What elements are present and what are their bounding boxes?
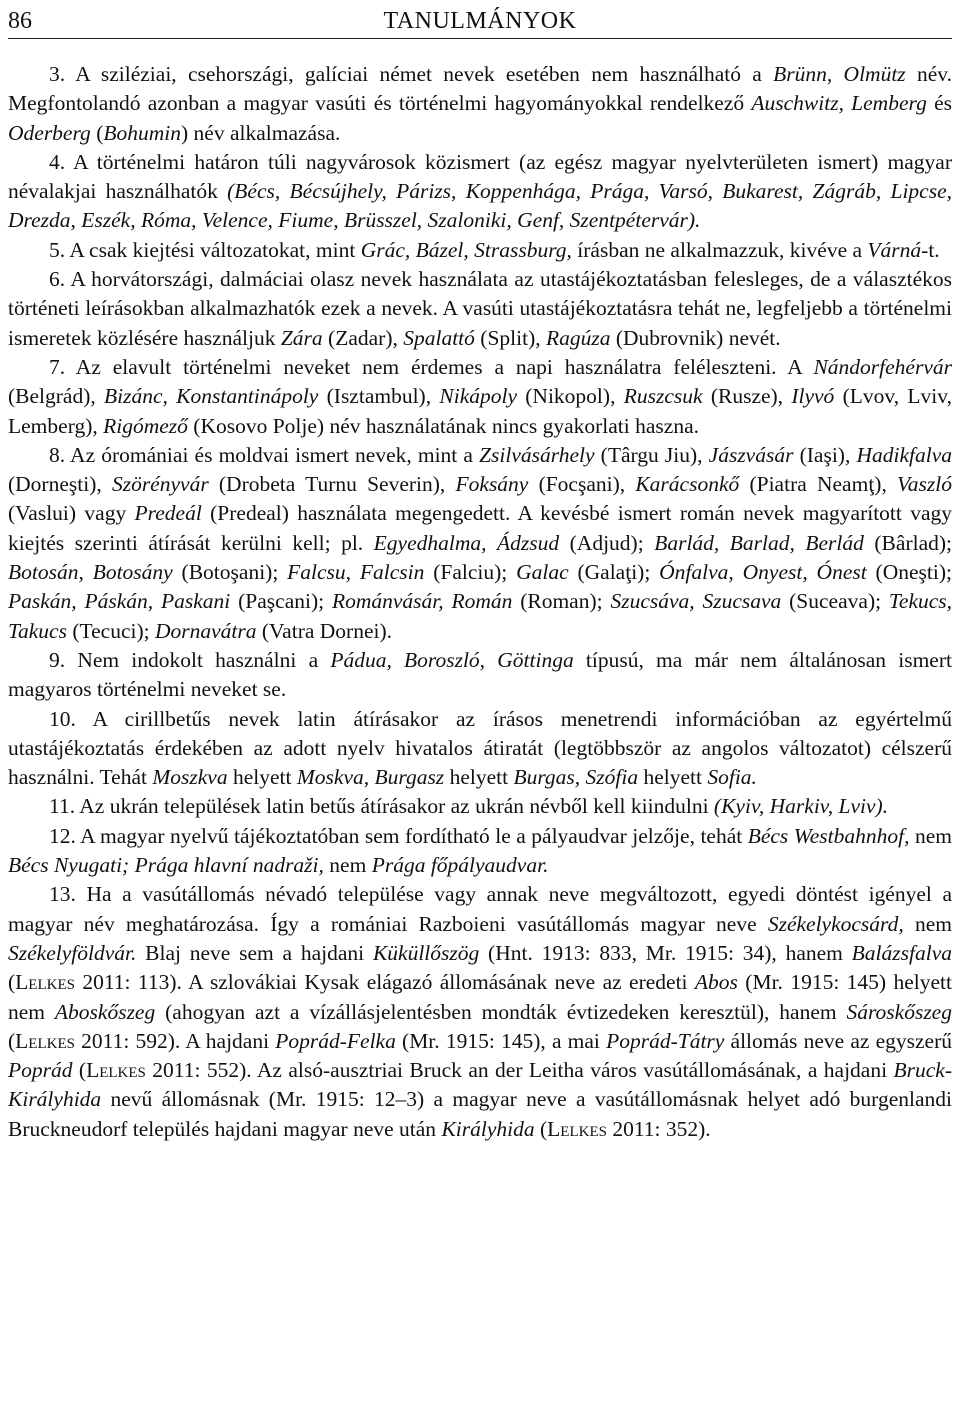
- italic-name: Poprád-Felka: [275, 1028, 396, 1053]
- text-run: -t.: [921, 237, 940, 262]
- italic-name: Székelyföldvár.: [8, 940, 137, 965]
- italic-name: Sofia.: [707, 765, 757, 790]
- text-run: típusú, ma már nem általánosan ismert magyaros történelmi neveket se.: [8, 647, 952, 702]
- italic-name: Ruszcsuk: [623, 384, 703, 409]
- italic-name: Zsilvásárhely: [479, 442, 595, 467]
- italic-name: Bohumin: [103, 120, 181, 145]
- italic-name: Abos: [694, 970, 738, 995]
- italic-name: Ónfalva, Onyest, Ónest: [659, 560, 867, 585]
- citation-author: Lelkes: [15, 1028, 75, 1053]
- italic-name: Ilyvó: [791, 384, 835, 409]
- text-run: (Hnt. 1913: 833, Mr. 1915: 34), hanem: [479, 940, 852, 965]
- text-run: (: [72, 1058, 87, 1083]
- text-run: 2011: 352).: [606, 1116, 711, 1141]
- italic-name: Királyhida: [441, 1116, 535, 1141]
- italic-name: Paskán, Páskán, Paskani: [8, 589, 231, 614]
- italic-name: Vaszló: [897, 472, 952, 497]
- article-body: [8, 60, 952, 1144]
- italic-name: (Kyiv, Harkiv, Lviv).: [713, 794, 889, 819]
- text-run: (Drobeta Turnu Severin),: [208, 472, 456, 497]
- text-run: (Focşani),: [528, 472, 636, 497]
- italic-name: Hadikfalva: [856, 442, 952, 467]
- text-run: (Vatra Dornei).: [256, 618, 393, 643]
- italic-name: Sároskőszeg: [846, 999, 952, 1024]
- paragraph-p5: [8, 236, 952, 265]
- italic-name: Szucsáva, Szucsava: [610, 589, 782, 614]
- text-run: helyett: [638, 765, 708, 790]
- text-run: 2011: 592). A hajdani: [74, 1028, 276, 1053]
- text-run: (Falciu);: [424, 560, 517, 585]
- italic-name: Moszkva: [152, 765, 228, 790]
- italic-name: Oderberg: [8, 120, 91, 145]
- text-run: ) név alkalmazása.: [181, 120, 341, 145]
- text-run: (Dubrovnik) nevét.: [610, 325, 781, 350]
- italic-name: Auschwitz, Lemberg: [751, 91, 927, 116]
- citation-author: Lelkes: [547, 1116, 607, 1141]
- text-run: írásban ne alkalmazzuk, kivéve a: [571, 237, 868, 262]
- text-run: 3. A sziléziai, csehországi, galíciai német nevek esetében nem használható a: [49, 62, 774, 86]
- text-run: (Bârlad);: [863, 530, 953, 555]
- page-number: 86: [8, 8, 32, 34]
- italic-name: Románvásár, Román: [331, 589, 513, 614]
- italic-name: Prága főpályaudvar.: [371, 853, 549, 878]
- text-run: 10. A cirillbetűs nevek latin átírásakor az írásos menetrendi információban az egyértelmű utastájékoztatás érdekében az adott nyelv hivatalos átiratát (legtöbbször az angolos változatot) célszerű használni. Tehát: [8, 706, 952, 790]
- text-run: (Predeal) használata megengedett. A kevésbé ismert román nevek magyarított vagy kiejtés szerinti átírását kerülni kell; pl.: [8, 501, 952, 555]
- text-run: (: [8, 970, 16, 995]
- text-run: (Paşcani);: [230, 589, 332, 614]
- italic-name: Foksány: [455, 472, 529, 497]
- text-run: (Botoşani);: [172, 560, 288, 585]
- italic-name: Nándorfehérvár: [813, 354, 952, 379]
- paragraph-p4: [8, 148, 952, 236]
- italic-name: Rigómező: [103, 413, 188, 438]
- italic-name: Bizánc, Konstantinápoly: [104, 384, 319, 409]
- text-run: 11. Az ukrán települések latin betűs átírásakor az ukrán névből kell kiindulni: [49, 794, 714, 819]
- text-run: 8. Az óromániai és moldvai ismert nevek, mint a: [49, 442, 480, 467]
- text-run: 12. A magyar nyelvű tájékoztatóban sem fordítható le a pályaudvar jelzője, tehát: [49, 823, 748, 848]
- text-run: (Rusze),: [702, 384, 792, 409]
- citation-author: Lelkes: [86, 1058, 146, 1083]
- text-run: (Belgrád),: [8, 384, 105, 409]
- paragraph-p12: [8, 822, 952, 881]
- text-run: 9. Nem indokolt használni a: [49, 647, 331, 672]
- text-run: 6. A horvátországi, dalmáciai olasz nevek használata az utastájékoztatásban felesleges, de a választékos történeti leírásokban alkalmazhatók ezek a nevek. A vasúti utastájékoztatásra tehát ne, legfeljebb a történelmi ismeretek közlésére használjuk: [8, 267, 952, 350]
- text-run: állomás neve az egyszerű: [724, 1028, 952, 1053]
- text-run: (ahogyan azt a vízállásjelentésben mondták évtizedeken keresztül), hanem: [155, 999, 847, 1024]
- italic-name: Barlád, Barlad, Berlád: [654, 530, 864, 555]
- text-run: 2011: 552). Az alsó-ausztriai Bruck an der Leitha város vasútállomásának, a hajdani: [145, 1058, 894, 1083]
- text-run: név. Megfontolandó azonban a magyar vasúti és történelmi hagyományokkal rendelkező: [8, 62, 952, 116]
- italic-name: Bécs Nyugati; Prága hlavní nadraži,: [8, 853, 324, 878]
- italic-name: Burgas, Szófia: [513, 765, 639, 790]
- italic-name: Moskva, Burgasz: [296, 765, 445, 790]
- text-run: (Oneşti);: [866, 560, 952, 585]
- text-run: nem: [323, 853, 372, 878]
- text-run: (: [8, 1028, 16, 1053]
- text-run: (Iaşi),: [793, 442, 857, 467]
- text-run: 5. A csak kiejtési változatokat, mint: [49, 237, 361, 262]
- italic-name: Predeál: [134, 501, 202, 526]
- citation-author: Lelkes: [15, 970, 75, 995]
- text-run: és: [926, 91, 952, 116]
- text-run: (Nikopol),: [517, 384, 624, 409]
- paragraph-p8: [8, 441, 952, 646]
- text-run: (Dorneşti),: [8, 472, 112, 497]
- italic-name: Grác, Bázel, Strassburg,: [360, 237, 572, 262]
- italic-name: Szörényvár: [111, 472, 209, 497]
- text-run: (Mr. 1915: 145) helyett nem: [8, 970, 952, 1024]
- italic-name: Zára: [280, 325, 323, 350]
- text-run: (: [90, 120, 104, 145]
- italic-name: Spalattó: [403, 325, 475, 350]
- paragraph-p7: [8, 353, 952, 441]
- italic-name: Bruck-Királyhida: [8, 1058, 952, 1112]
- italic-name: Pádua, Boroszló, Göttinga: [330, 647, 574, 672]
- italic-name: Bécs Westbahnhof,: [747, 823, 910, 848]
- paragraph-p11: [8, 792, 952, 821]
- italic-name: Jászvásár: [708, 442, 794, 467]
- text-run: (: [534, 1116, 548, 1141]
- text-run: (Split),: [474, 325, 546, 350]
- text-run: (Isztambul),: [318, 384, 440, 409]
- italic-name: Egyedhalma, Ádzsud: [373, 530, 560, 555]
- paragraph-p9: [8, 646, 952, 705]
- text-run: (Zadar),: [322, 325, 404, 350]
- italic-name: Botosán, Botosány: [8, 560, 173, 585]
- page-header: [8, 4, 952, 39]
- italic-name: Galac: [516, 560, 569, 585]
- italic-name: Dornavátra: [154, 618, 257, 643]
- italic-name: (Bécs, Bécsújhely, Párizs, Koppenhága, Prága, Varsó, Bukarest, Zágráb, Lipcse, Drezda, Eszék, Róma, Velence, Fiume, Brüsszel, Szaloniki, Genf, Szentpétervár).: [8, 179, 952, 233]
- italic-name: Székelykocsárd,: [767, 911, 904, 936]
- paragraph-p10: [8, 705, 952, 793]
- text-run: 13. Ha a vasútállomás névadó települése vagy annak neve megváltozott, egyedi döntést igényel a magyar név meghatározása. Így a romániai Razboieni vasútállomás magyar neve: [8, 882, 952, 936]
- text-run: (Mr. 1915: 145), a mai: [395, 1028, 607, 1053]
- text-run: 7. Az elavult történelmi neveket nem érdemes a napi használatra feléleszteni. A: [49, 354, 814, 379]
- italic-name: Brünn, Olmütz: [773, 62, 906, 86]
- paragraph-p3: [8, 60, 952, 148]
- text-run: (Galaţi);: [568, 560, 660, 585]
- text-run: 2011: 113). A szlovákiai Kysak elágazó állomásának neve az eredeti: [74, 970, 695, 995]
- paragraph-p13: [8, 880, 952, 1144]
- paragraph-p6: [8, 265, 952, 353]
- text-run: helyett: [444, 765, 514, 790]
- italic-name: Nikápoly: [439, 384, 517, 409]
- text-run: nem: [903, 911, 952, 936]
- italic-name: Ragúza: [545, 325, 611, 350]
- text-run: helyett: [227, 765, 297, 790]
- running-head: TANULMÁNYOK: [383, 8, 577, 34]
- text-run: (Lvov, Lviv, Lemberg),: [8, 384, 952, 438]
- italic-name: Poprád: [8, 1058, 73, 1083]
- italic-name: Falcsu, Falcsin: [287, 560, 425, 585]
- italic-name: Aboskőszeg: [54, 999, 156, 1024]
- italic-name: Tekucs, Takucs: [8, 589, 953, 643]
- text-run: (Vaslui) vagy: [8, 501, 135, 526]
- text-run: nevű állomásnak (Mr. 1915: 12–3) a magyar neve a vasútállomásnak helyet adó burgenlandi Bruckneudorf település hajdani magyar neve után: [8, 1087, 952, 1141]
- text-run: Blaj neve sem a hajdani: [136, 940, 373, 965]
- text-run: (Piatra Neamţ),: [739, 472, 898, 497]
- text-run: (Roman);: [512, 589, 611, 614]
- text-run: (Suceava);: [781, 589, 889, 614]
- text-run: 4. A történelmi határon túli nagyvárosok közismert (az egész magyar nyelvterületen ismert) magyar névalakjai használhatók: [8, 149, 952, 204]
- text-run: (Kosovo Polje) név használatának nincs gyakorlati haszna.: [187, 413, 699, 438]
- text-run: (Târgu Jiu),: [594, 442, 709, 467]
- italic-name: Balázsfalva: [851, 940, 953, 965]
- text-run: (Adjud);: [559, 530, 655, 555]
- italic-name: Várná: [867, 237, 922, 262]
- text-run: nem: [909, 823, 952, 848]
- text-run: (Tecuci);: [66, 618, 155, 643]
- italic-name: Karácsonkő: [635, 472, 740, 497]
- italic-name: Küküllőszög: [372, 940, 480, 965]
- italic-name: Poprád-Tátry: [606, 1028, 725, 1053]
